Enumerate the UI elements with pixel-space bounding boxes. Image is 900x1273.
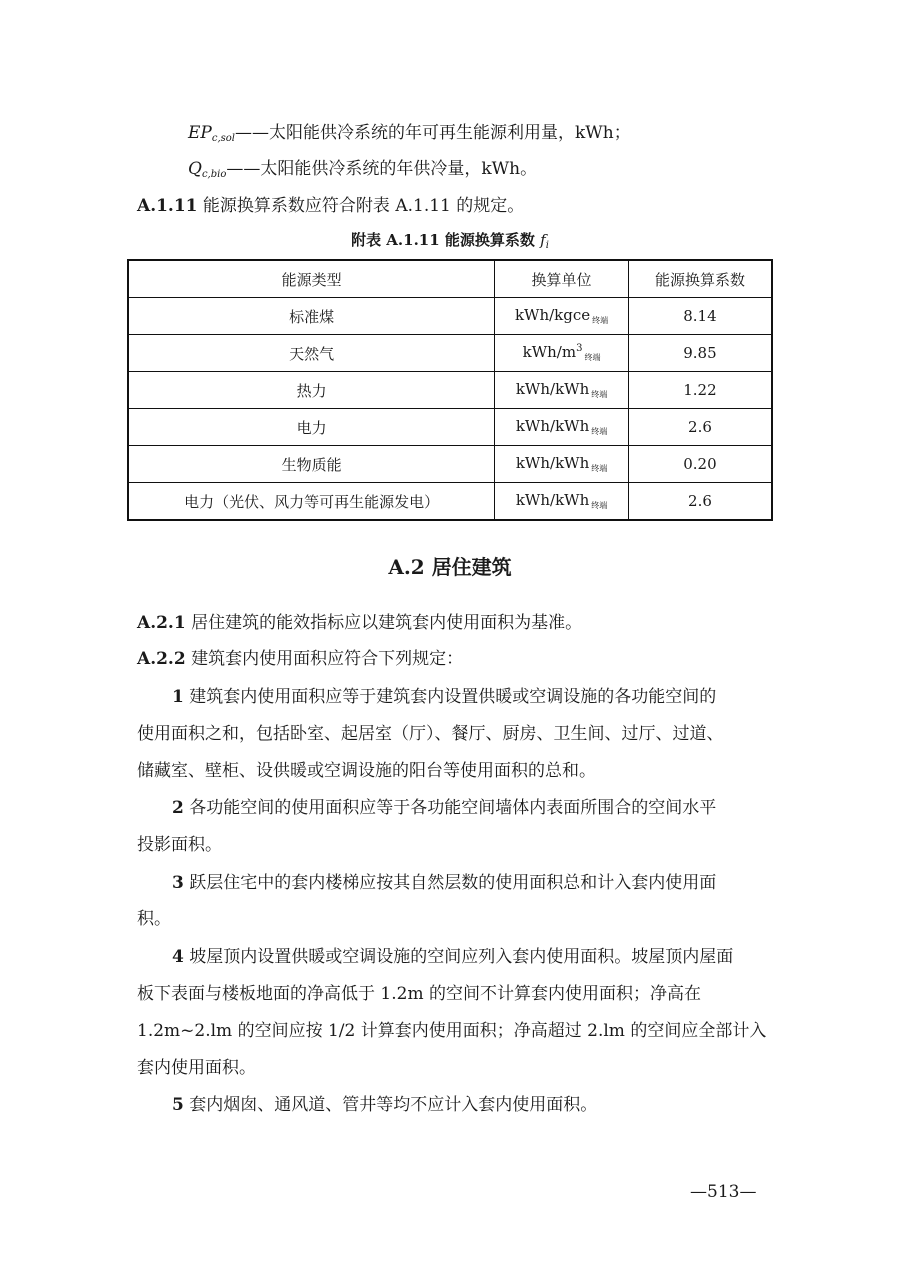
- item-4-line-3: 1.2m~2.lm 的空间应按 1/2 计算套内使用面积；净高超过 2.lm 的空间应全部计入: [137, 1021, 767, 1041]
- item-1-line-1: 1 建筑套内使用面积应等于建筑套内设置供暖或空调设施的各功能空间的: [172, 687, 717, 707]
- table-row: [128, 446, 772, 483]
- cell-unit: kWh/$m^3_{终端}$: [495, 335, 629, 372]
- energy-conversion-table: [127, 259, 773, 521]
- cell-type: 生物质能: [128, 446, 495, 483]
- item-number: 4: [172, 947, 184, 967]
- item-3-line-1: 3 跃层住宅中的套内楼梯应按其自然层数的使用面积总和计入套内使用面: [172, 873, 717, 893]
- clause-number: A.2.1: [137, 613, 186, 633]
- cell-factor: 0.20: [628, 446, 772, 483]
- clause-text: 建筑套内使用面积应符合下列规定：: [191, 649, 464, 669]
- header-factor: 能源换算系数: [628, 260, 772, 298]
- table-row: [128, 298, 772, 335]
- cell-type: 电力（光伏、风力等可再生能源发电）: [128, 483, 495, 521]
- cell-factor: 8.14: [628, 298, 772, 335]
- section-title: 居住建筑: [431, 555, 512, 579]
- clause-a111: [137, 191, 524, 216]
- definition-text: ——太阳能供冷系统的年可再生能源利用量，kWh；: [235, 123, 631, 143]
- table-row: [128, 409, 772, 446]
- item-1-line-2: 使用面积之和，包括卧室、起居室（厅）、餐厅、厨房、卫生间、过厅、过道、: [137, 724, 724, 744]
- clause-text: 居住建筑的能效指标应以建筑套内使用面积为基准。: [191, 613, 583, 633]
- subscript: c,bio: [201, 169, 227, 180]
- item-2-line-1: 2 各功能空间的使用面积应等于各功能空间墙体内表面所围合的空间水平: [172, 798, 717, 818]
- cell-factor: 1.22: [628, 372, 772, 409]
- cell-type: 天然气: [128, 335, 495, 372]
- cell-unit: kWh/kWh $_{终端}$: [495, 372, 629, 409]
- item-4-line-2: 板下表面与楼板地面的净高低于 1.2m 的空间不计算套内使用面积；净高在: [137, 984, 701, 1004]
- item-5-line-1: 5 套内烟囱、通风道、管井等均不应计入套内使用面积。: [172, 1095, 598, 1115]
- cell-factor: 9.85: [628, 335, 772, 372]
- item-3-line-2: 积。: [137, 909, 171, 929]
- table-header-row: [128, 260, 772, 298]
- item-4-line-1: 4 坡屋顶内设置供暖或空调设施的空间应列入套内使用面积。坡屋顶内屋面: [172, 947, 734, 967]
- symbol: Q: [188, 159, 202, 179]
- page-number: —513—: [690, 1182, 757, 1202]
- definition-text: ——太阳能供冷系统的年供冷量，kWh。: [226, 159, 538, 179]
- item-number: 5: [172, 1095, 184, 1115]
- caption-text: 能源换算系数: [444, 231, 535, 249]
- caption-subscript: i: [545, 240, 549, 251]
- item-number: 1: [172, 687, 184, 707]
- header-unit: 换算单位: [495, 260, 629, 298]
- cell-unit: kWh/kgce $_{终端}$: [495, 298, 629, 335]
- item-number: 2: [172, 798, 184, 818]
- clause-a22: [137, 644, 463, 669]
- definition-ep: [188, 118, 631, 144]
- clause-text: 能源换算系数应符合附表 A.1.11 的规定。: [202, 196, 525, 216]
- table-row: [128, 335, 772, 372]
- cell-unit: kWh/kWh $_{终端}$: [495, 446, 629, 483]
- section-heading: [0, 551, 900, 580]
- clause-number: A.2.2: [137, 649, 186, 669]
- table-row: [128, 372, 772, 409]
- cell-unit: kWh/kWh $_{终端}$: [495, 483, 629, 521]
- cell-factor: 2.6: [628, 483, 772, 521]
- clause-number: A.1.11: [137, 196, 198, 216]
- cell-type: 标准煤: [128, 298, 495, 335]
- caption-prefix: 附表 A.1.11: [351, 231, 440, 249]
- caption-symbol: f: [540, 231, 546, 249]
- item-4-line-4: 套内使用面积。: [137, 1058, 256, 1078]
- table-caption: [0, 229, 900, 251]
- item-2-line-2: 投影面积。: [137, 835, 222, 855]
- clause-a21: [137, 608, 582, 633]
- cell-unit: kWh/kWh $_{终端}$: [495, 409, 629, 446]
- item-1-line-3: 储藏室、壁柜、设供暖或空调设施的阳台等使用面积的总和。: [137, 761, 596, 781]
- table-row: [128, 483, 772, 521]
- item-number: 3: [172, 873, 184, 893]
- cell-factor: 2.6: [628, 409, 772, 446]
- cell-type: 热力: [128, 372, 495, 409]
- header-energy-type: 能源类型: [128, 260, 495, 298]
- definition-q: [188, 154, 537, 180]
- subscript: c,sol: [211, 133, 235, 144]
- section-number: A.2: [388, 555, 425, 579]
- cell-type: 电力: [128, 409, 495, 446]
- symbol: EP: [188, 123, 212, 143]
